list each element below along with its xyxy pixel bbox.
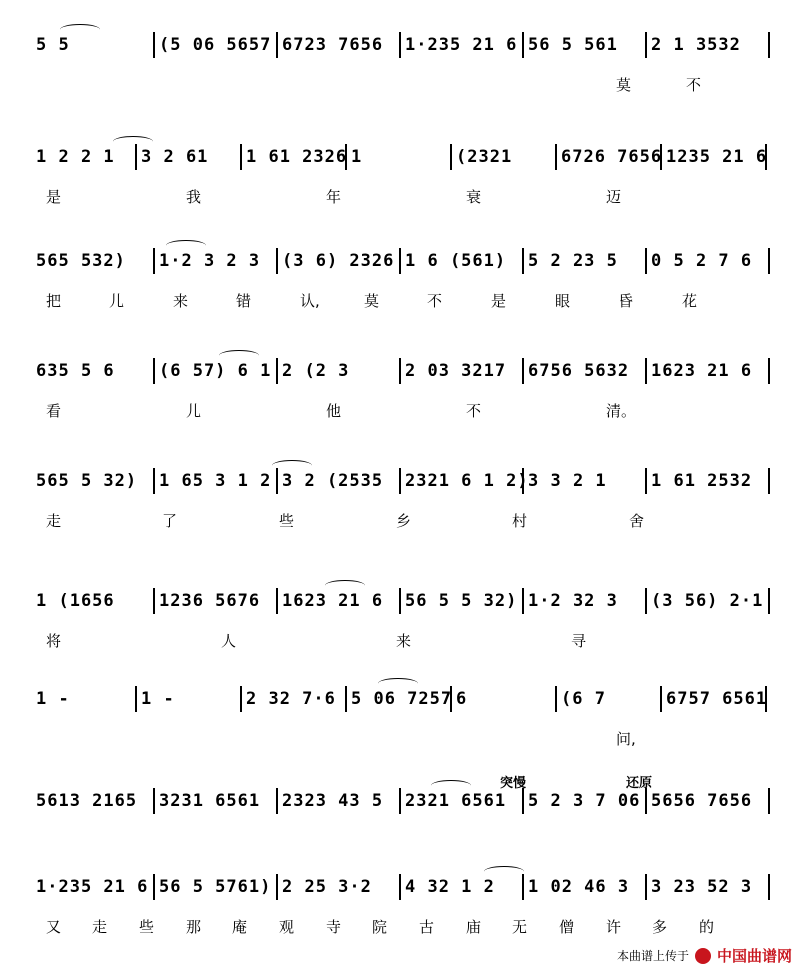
lyric-syllable: 把: [46, 292, 62, 310]
measure: 1 (1656: [36, 591, 115, 611]
measure: 635 5 6: [36, 361, 115, 381]
measure: 1 6 (561): [399, 248, 522, 274]
notes-row: [36, 146, 776, 170]
measure: (5 06 5657: [153, 32, 276, 58]
lyric-syllable: 清。: [606, 402, 637, 420]
staff-line: [0, 360, 800, 440]
measure: 1623 21 6: [276, 588, 399, 614]
lyric-syllable: 走: [46, 512, 62, 530]
notes-row: [36, 790, 776, 814]
measure: 2 (2 3: [276, 358, 399, 384]
lyric-syllable: 了: [162, 512, 178, 530]
measure: 6723 7656: [276, 32, 399, 58]
lyrics-row: [36, 916, 776, 938]
measure: 2 03 3217: [399, 358, 522, 384]
staff-line: [0, 34, 800, 114]
lyric-syllable: 莫: [364, 292, 380, 310]
measure: 6726 7656: [555, 144, 660, 170]
lyric-syllable: 走: [92, 918, 108, 936]
measure: 1235 21 6: [660, 144, 765, 170]
measure: 1 02 46 3: [522, 874, 645, 900]
lyric-syllable: 又: [46, 918, 62, 936]
lyric-syllable: 花: [682, 292, 698, 310]
slur-mark: [484, 866, 524, 877]
measure: 1236 5676: [153, 588, 276, 614]
tempo-marking: 还原: [626, 776, 653, 791]
lyric-syllable: 庙: [466, 918, 482, 936]
lyric-syllable: 衰: [466, 188, 482, 206]
measure: 1 65 3 1 2: [153, 468, 276, 494]
notes-row: [36, 876, 776, 900]
measure: 6756 5632: [522, 358, 645, 384]
lyric-syllable: 看: [46, 402, 62, 420]
slur-mark: [113, 136, 153, 147]
staff-line: [0, 776, 800, 870]
lyrics-row: [36, 830, 776, 852]
lyric-syllable: 不: [686, 76, 702, 94]
lyric-syllable: 村: [512, 512, 528, 530]
lyrics-row: [36, 290, 776, 312]
slur-mark: [166, 240, 206, 251]
measure: (3 56) 2·1: [645, 588, 768, 614]
lyric-syllable: 人: [221, 632, 237, 650]
lyric-syllable: 古: [419, 918, 435, 936]
lyric-syllable: 我: [186, 188, 202, 206]
lyric-syllable: 认,: [300, 292, 320, 310]
notes-row: [36, 34, 776, 58]
lyric-syllable: 寻: [571, 632, 587, 650]
measure: (2321: [450, 144, 555, 170]
lyric-syllable: 庵: [232, 918, 248, 936]
slur-mark: [378, 678, 418, 689]
measure: 1·235 21 6: [399, 32, 522, 58]
measure: 1623 21 6: [645, 358, 768, 384]
lyric-syllable: 那: [186, 918, 202, 936]
lyrics-row: [36, 400, 776, 422]
lyric-syllable: 无: [512, 918, 528, 936]
site-logo-icon: [695, 948, 711, 964]
tempo-marking: 突慢: [500, 776, 527, 791]
lyric-syllable: 不: [427, 292, 443, 310]
measure: 1 61 2326: [240, 144, 345, 170]
bar-line: [768, 788, 770, 814]
measure: 3 3 2 1: [522, 468, 645, 494]
bar-line: [768, 874, 770, 900]
lyric-syllable: 些: [139, 918, 155, 936]
lyric-syllable: 儿: [109, 292, 125, 310]
lyric-syllable: 多: [652, 918, 668, 936]
measure: 3 23 52 3: [645, 874, 768, 900]
measure: 1 2 2 1: [36, 147, 115, 167]
measure: 2 25 3·2: [276, 874, 399, 900]
site-brand: 中国曲谱网: [716, 947, 792, 965]
measure: 5656 7656: [645, 788, 768, 814]
lyrics-row: [36, 728, 776, 750]
measure: 5 2 23 5: [522, 248, 645, 274]
lyric-syllable: 的: [699, 918, 715, 936]
lyric-syllable: 他: [326, 402, 342, 420]
measure: 6: [450, 686, 555, 712]
staff-line: [0, 146, 800, 226]
slur-mark: [272, 460, 312, 471]
lyric-syllable: 舍: [629, 512, 645, 530]
measure: 5 2 3 7 06: [522, 788, 645, 814]
lyric-syllable: 乡: [396, 512, 412, 530]
measure: 2321 6 1 2): [399, 468, 522, 494]
measure: 0 5 2 7 6: [645, 248, 768, 274]
lyric-syllable: 莫: [616, 76, 632, 94]
slur-mark: [325, 580, 365, 591]
bar-line: [768, 248, 770, 274]
measure: 5 06 7257: [345, 686, 450, 712]
lyric-syllable: 些: [279, 512, 295, 530]
measure: 565 5 32): [36, 471, 138, 491]
measure: 5613 2165: [36, 791, 138, 811]
slur-mark: [431, 780, 471, 791]
lyrics-row: [36, 74, 776, 96]
footer-text: 本曲谱上传于: [616, 949, 689, 963]
measure: 2321 6561: [399, 788, 522, 814]
lyric-syllable: 是: [491, 292, 507, 310]
bar-line: [765, 686, 767, 712]
lyric-syllable: 昏: [618, 292, 634, 310]
measure: 3 2 (2535: [276, 468, 399, 494]
measure: 2323 43 5: [276, 788, 399, 814]
measure: (3 6) 2326: [276, 248, 399, 274]
lyric-syllable: 年: [326, 188, 342, 206]
measure: 1 -: [135, 686, 240, 712]
staff-line: [0, 250, 800, 330]
bar-line: [768, 468, 770, 494]
slur-mark: [219, 350, 259, 361]
lyric-syllable: 不: [466, 402, 482, 420]
notes-row: [36, 360, 776, 384]
lyric-syllable: 是: [46, 188, 62, 206]
staff-line: [0, 876, 800, 956]
lyric-syllable: 错: [236, 292, 252, 310]
staff-line: [0, 470, 800, 550]
measure: 1·2 32 3: [522, 588, 645, 614]
lyric-syllable: 问,: [616, 730, 636, 748]
bar-line: [765, 144, 767, 170]
measure: 565 532): [36, 251, 126, 271]
staff-line: [0, 688, 800, 768]
notes-row: [36, 590, 776, 614]
measure: 4 32 1 2: [399, 874, 522, 900]
lyric-syllable: 寺: [326, 918, 342, 936]
lyric-syllable: 院: [372, 918, 388, 936]
bar-line: [768, 358, 770, 384]
bar-line: [768, 32, 770, 58]
footer: [617, 945, 792, 966]
measure: 56 5 5761): [153, 874, 276, 900]
lyrics-row: [36, 186, 776, 208]
lyrics-row: [36, 510, 776, 532]
measure: 1: [345, 144, 450, 170]
lyric-syllable: 观: [279, 918, 295, 936]
lyric-syllable: 儿: [186, 402, 202, 420]
measure: 3231 6561: [153, 788, 276, 814]
measure: (6 7: [555, 686, 660, 712]
measure: 56 5 5 32): [399, 588, 522, 614]
lyrics-row: [36, 630, 776, 652]
measure: 2 1 3532: [645, 32, 768, 58]
measure: 1 61 2532: [645, 468, 768, 494]
measure: (6 57) 6 1: [153, 358, 276, 384]
bar-line: [768, 588, 770, 614]
measure: 5 5: [36, 35, 70, 55]
measure: 2 32 7·6: [240, 686, 345, 712]
notes-row: [36, 688, 776, 712]
lyric-syllable: 迈: [606, 188, 622, 206]
measure: 1 -: [36, 689, 70, 709]
measure: 3 2 61: [135, 144, 240, 170]
measure: 1·235 21 6: [36, 877, 149, 897]
slur-mark: [60, 24, 100, 35]
measure: 1·2 3 2 3: [153, 248, 276, 274]
lyric-syllable: 来: [396, 632, 412, 650]
lyric-syllable: 许: [606, 918, 622, 936]
staff-line: [0, 590, 800, 670]
lyric-syllable: 来: [173, 292, 189, 310]
notes-row: [36, 470, 776, 494]
lyric-syllable: 僧: [559, 918, 575, 936]
measure: 6757 6561: [660, 686, 765, 712]
notes-row: [36, 250, 776, 274]
lyric-syllable: 眼: [555, 292, 571, 310]
measure: 56 5 561: [522, 32, 645, 58]
lyric-syllable: 将: [46, 632, 62, 650]
